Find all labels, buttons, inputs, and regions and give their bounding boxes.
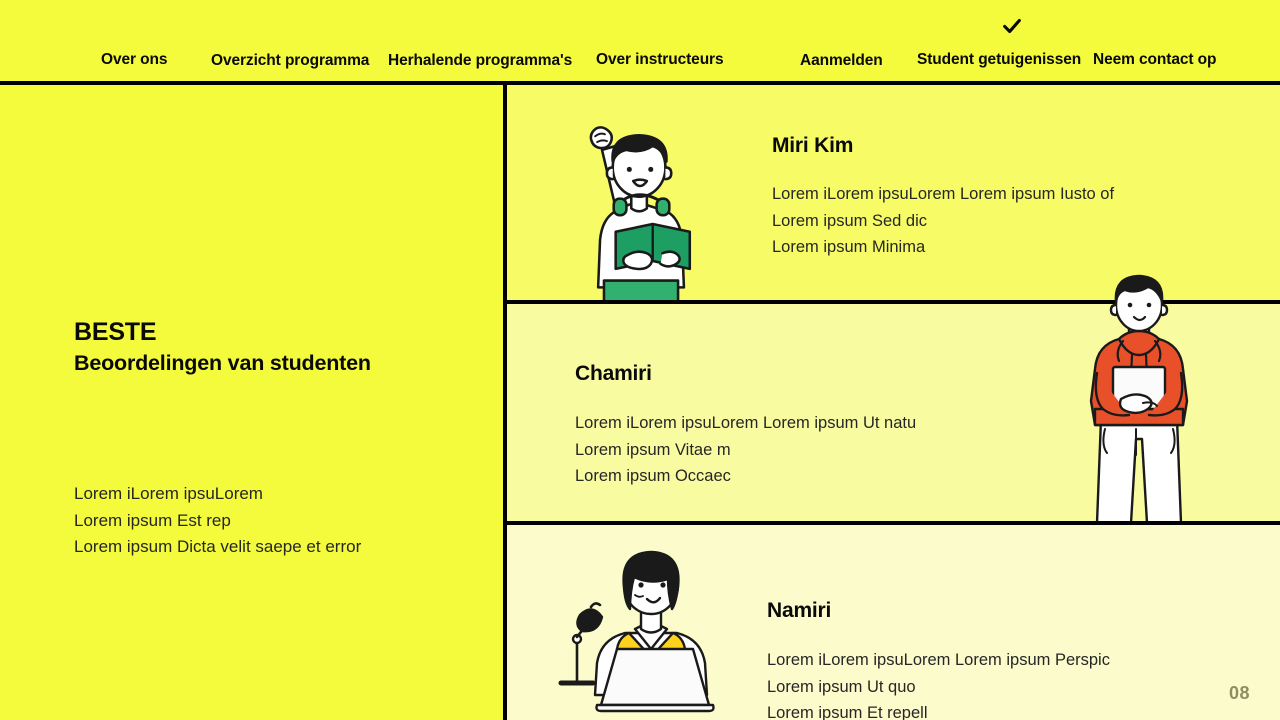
nav-item-aanmelden[interactable]: Aanmelden: [800, 52, 883, 69]
text-line: Lorem ipsum Occaec: [575, 467, 731, 485]
testimonial-card[interactable]: [507, 85, 1280, 300]
testimonial-list: [503, 85, 1280, 720]
page-title-line-1: BESTE: [74, 318, 157, 346]
text-line: Lorem ipsum Sed dic: [772, 211, 927, 230]
testimonial-name: Namiri: [767, 599, 832, 622]
page-title-line-2: Beoordelingen van studenten: [74, 350, 371, 375]
page-title: [74, 317, 494, 378]
text-line: Lorem iLorem ipsuLorem Lorem ipsum Perspic: [767, 651, 1110, 669]
testimonial-name: Miri Kim: [772, 134, 854, 157]
testimonial-text: [772, 181, 1114, 261]
text-line: Lorem ipsum Vitae m: [575, 440, 731, 459]
nav-item-neem-contact-op[interactable]: Neem contact op: [1093, 51, 1217, 68]
text-line: Lorem ipsum Est rep: [74, 510, 231, 530]
text-line: Lorem ipsum Et repell: [767, 704, 928, 720]
text-line: Lorem ipsum Minima: [772, 238, 926, 256]
testimonial-card[interactable]: [507, 521, 1280, 720]
testimonial-text: [767, 647, 1110, 720]
nav-item-over-instructeurs[interactable]: Over instructeurs: [596, 51, 724, 68]
testimonial-card[interactable]: [507, 300, 1280, 521]
left-panel-description: [74, 481, 494, 561]
testimonial-text: [575, 410, 916, 490]
check-icon: [1000, 15, 1024, 37]
nav-item-over-ons[interactable]: Over ons: [101, 51, 168, 68]
text-line: Lorem iLorem ipsuLorem: [74, 484, 263, 503]
nav-item-student-getuigenissen[interactable]: Student getuigenissen: [917, 51, 1082, 68]
left-intro-panel: [0, 85, 503, 720]
student-orange-hoodie-with-notebook-illustration: [1079, 269, 1199, 527]
text-line: Lorem ipsum Dicta velit saepe et error: [74, 537, 362, 556]
testimonial-name: Chamiri: [575, 362, 652, 385]
top-navigation-bar: [0, 0, 1280, 85]
text-line: Lorem iLorem ipsuLorem Lorem ipsum Iusto of: [772, 185, 1115, 203]
student-at-laptop-with-desk-lamp-illustration: [547, 523, 727, 713]
text-line: Lorem ipsum Ut quo: [767, 677, 916, 696]
nav-item-herhalende-programma-s[interactable]: Herhalende programma's: [388, 52, 573, 69]
page-number: 08: [1228, 683, 1250, 703]
student-raised-hand-with-book-illustration: [567, 107, 717, 302]
text-line: Lorem iLorem ipsuLorem Lorem ipsum Ut natu: [575, 414, 917, 432]
nav-item-overzicht-programma[interactable]: Overzicht programma: [211, 52, 370, 69]
